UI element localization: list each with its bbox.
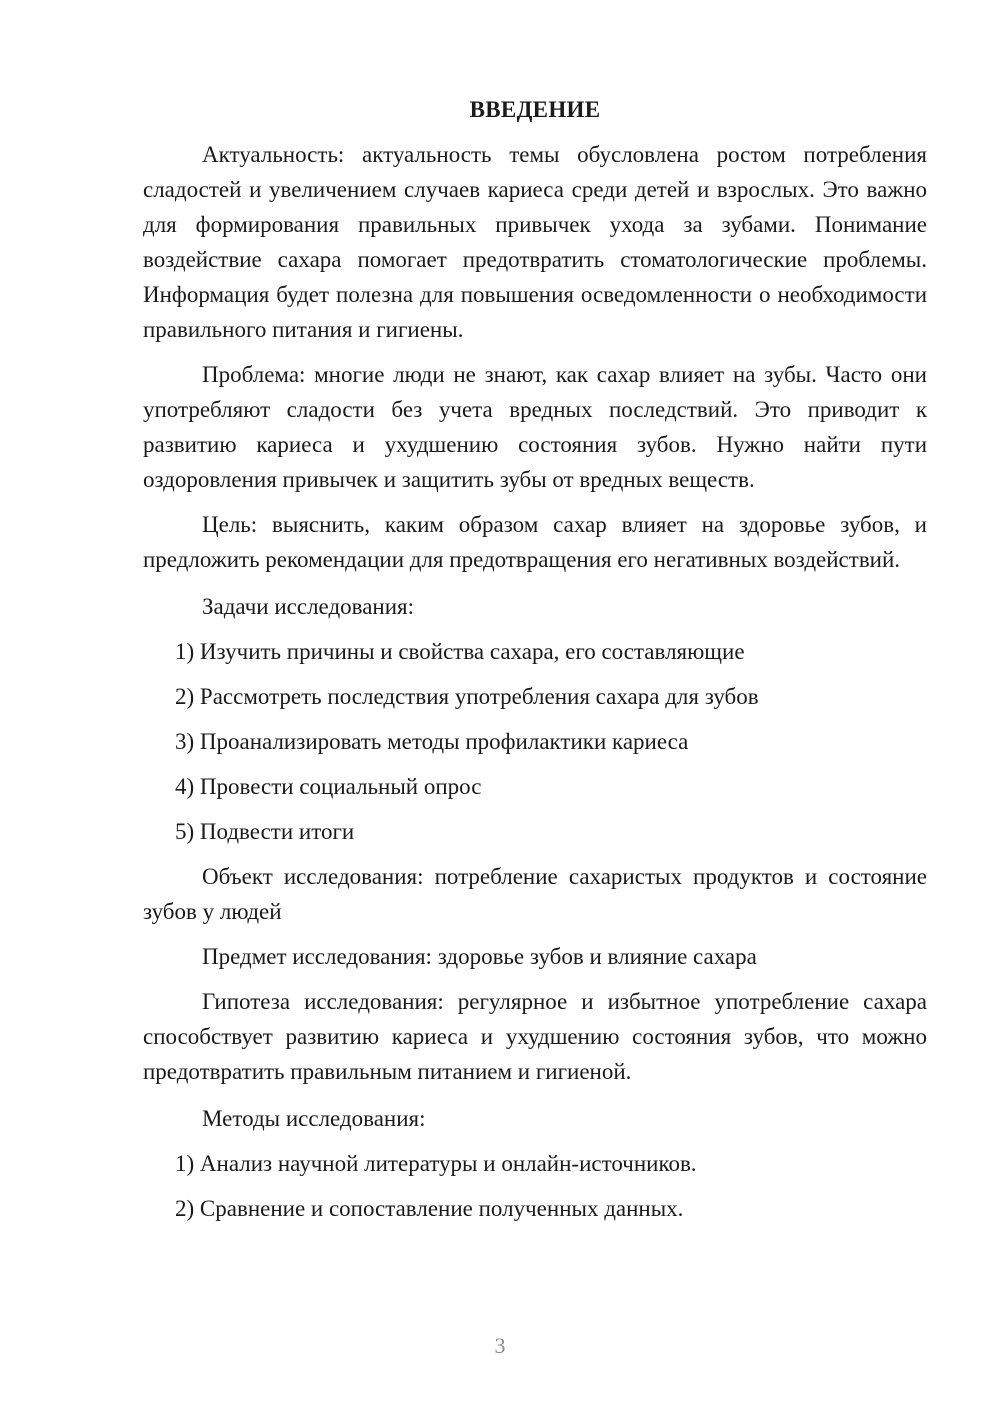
- list-item: 3) Проанализировать методы профилактики кариеса: [175, 729, 689, 754]
- page-number: 3: [494, 1333, 506, 1358]
- goal-paragraph: Цель: выяснить, каким образом сахар влияет на здоровье зубов, и предложить рекомендации для предотвращения его негативных воздействий.: [143, 512, 927, 572]
- tasks-list: [143, 634, 927, 849]
- methods-list: [143, 1146, 927, 1226]
- list-item: 5) Подвести итоги: [175, 819, 355, 844]
- object-paragraph: Объект исследования: потребление сахаристых продуктов и состояние зубов у людей: [143, 864, 927, 924]
- document-page: [143, 92, 927, 1236]
- relevance-paragraph: Актуальность: актуальность темы обусловлена ростом потребления сладостей и увеличением случаев кариеса среди детей и взрослых. Это важно для формирования правильных привычек ухода за зубами. Понимание воздействие сахара помогает предотвратить стоматологические проблемы. Информация будет полезна для повышения осведомленности о необходимости правильного питания и гигиены.: [143, 142, 927, 342]
- problem-paragraph: Проблема: многие люди не знают, как сахар влияет на зубы. Часто они употребляют сладости без учета вредных последствий. Это приводит к развитию кариеса и ухудшению состояния зубов. Нужно найти пути оздоровления привычек и защитить зубы от вредных веществ.: [143, 362, 927, 492]
- list-item: 1) Изучить причины и свойства сахара, его составляющие: [175, 639, 745, 664]
- list-item: 1) Анализ научной литературы и онлайн-источников.: [175, 1151, 697, 1176]
- subject-paragraph: Предмет исследования: здоровье зубов и влияние сахара: [202, 944, 757, 969]
- hypothesis-paragraph: Гипотеза исследования: регулярное и избытное употребление сахара способствует развитию кариеса и ухудшению состояния зубов, что можно предотвратить правильным питанием и гигиеной.: [143, 989, 927, 1084]
- list-item: 2) Рассмотреть последствия употребления сахара для зубов: [175, 684, 759, 709]
- tasks-heading: Задачи исследования:: [202, 594, 415, 619]
- methods-heading: Методы исследования:: [202, 1106, 426, 1131]
- list-item: 4) Провести социальный опрос: [175, 774, 482, 799]
- section-title: ВВЕДЕНИЕ: [469, 97, 601, 122]
- list-item: 2) Сравнение и сопоставление полученных данных.: [175, 1196, 684, 1221]
